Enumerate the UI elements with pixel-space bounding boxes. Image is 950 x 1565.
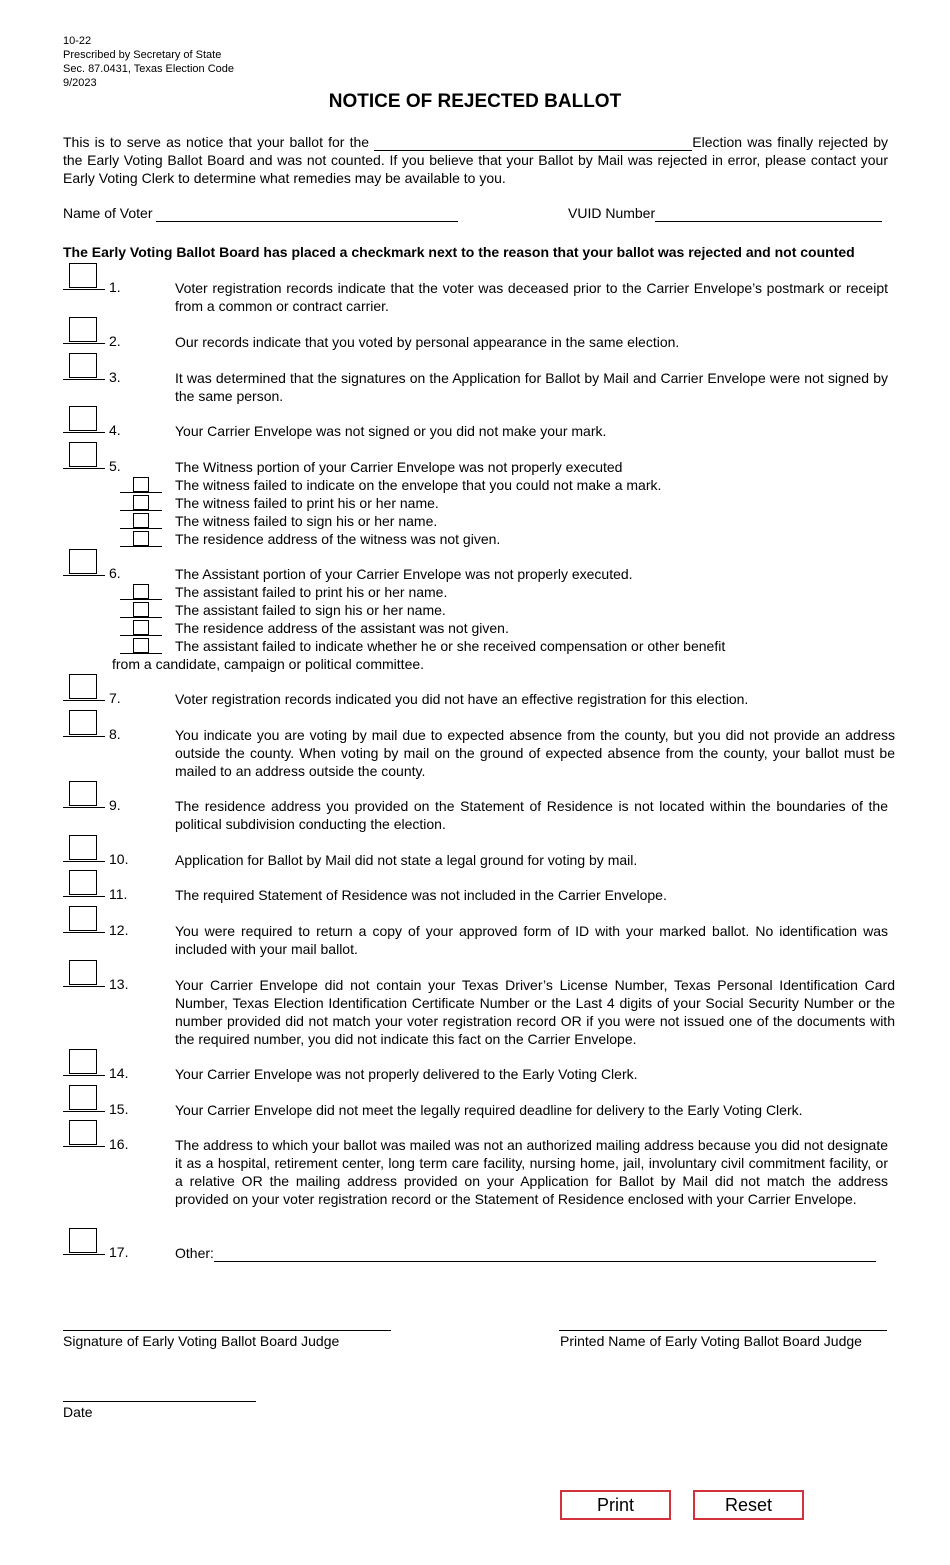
vuid-label: VUID Number (568, 205, 656, 221)
judge-printed-name-line[interactable] (559, 1330, 887, 1331)
code-reference: Sec. 87.0431, Texas Election Code (63, 63, 235, 75)
revision-date: 9/2023 (63, 77, 97, 89)
reason-checkbox-16[interactable] (63, 1120, 105, 1147)
reason-checkbox-8[interactable] (63, 710, 105, 737)
instruction-text: The Early Voting Ballot Board has placed a checkmark next to the reason that your ballot was rejected and not counted (63, 244, 855, 260)
print-button[interactable]: Print (560, 1490, 671, 1520)
reason-text: Your Carrier Envelope was not properly delivered to the Early Voting Clerk. (175, 1066, 638, 1082)
reason-number: 1. (109, 279, 121, 295)
reason-text: Your Carrier Envelope did not meet the legally required deadline for delivery to the Early Voting Clerk. (175, 1102, 803, 1118)
voter-name-field[interactable] (156, 205, 458, 222)
assistant-subcheckbox-2[interactable] (120, 601, 162, 618)
reset-button[interactable]: Reset (693, 1490, 804, 1520)
witness-subitem-text: The witness failed to print his or her name. (175, 495, 439, 511)
reason-text: Voter registration records indicate that the voter was deceased prior to the Carrier Envelope’s postmark or receipt from a common or contract carrier. (175, 280, 888, 314)
reason-number: 7. (109, 690, 121, 706)
witness-subitems (175, 476, 888, 548)
assistant-subitem-4 (63, 637, 776, 655)
reason-text: The address to which your ballot was mailed was not an authorized mailing address because you did not designate it as a hospital, retirement center, long term care facility, nursing home, jail, involuntary civil commitment facility, or a relative OR the mailing address provided on your Application for Ballot by Mail did not match the address provided on your voter registration record or the Statement of Residence enclosed with your Carrier Envelope. (175, 1137, 888, 1207)
reason-checkbox-15[interactable] (63, 1085, 105, 1112)
voter-name-row (63, 205, 458, 222)
reason-checkbox-1[interactable] (63, 263, 105, 290)
reason-number: 4. (109, 422, 121, 438)
voter-name-label: Name of Voter (63, 205, 153, 221)
reason-checkbox-11[interactable] (63, 870, 105, 897)
reason-number: 3. (109, 369, 121, 385)
assistant-subitem-2 (63, 601, 776, 619)
page-title: NOTICE OF REJECTED BALLOT (328, 91, 622, 112)
reason-number: 8. (109, 726, 121, 742)
assistant-subitem-text: The assistant failed to print his or her name. (175, 584, 448, 600)
reason-number: 14. (109, 1065, 129, 1081)
reason-number: 5. (109, 458, 121, 474)
reason-text: The residence address you provided on the Statement of Residence is not located within the boundaries of the political subdivision conducting the election. (175, 798, 888, 832)
witness-subitem-3 (63, 512, 776, 530)
assistant-subcheckbox-3[interactable] (120, 619, 162, 636)
witness-subitem-4 (63, 530, 776, 548)
date-label: Date (63, 1404, 93, 1420)
assistant-subitem-continuation: from a candidate, campaign or political committee. (112, 656, 425, 672)
witness-subcheckbox-4[interactable] (120, 530, 162, 547)
intro-paragraph (63, 133, 888, 187)
reason-text: Application for Ballot by Mail did not state a legal ground for voting by mail. (175, 852, 638, 868)
witness-subcheckbox-1[interactable] (120, 476, 162, 493)
reason-number: 16. (109, 1136, 129, 1152)
reason-checkbox-12[interactable] (63, 906, 105, 933)
witness-subitem-text: The witness failed to indicate on the envelope that you could not make a mark. (175, 477, 662, 493)
reason-checkbox-4[interactable] (63, 406, 105, 433)
intro-text-start: This is to serve as notice that your ballot for the (63, 134, 375, 150)
other-reason-field[interactable] (214, 1245, 876, 1262)
reason-checkbox-14[interactable] (63, 1049, 105, 1076)
reason-text (175, 565, 888, 583)
assistant-subitems (112, 583, 888, 673)
witness-subcheckbox-3[interactable] (120, 512, 162, 529)
reason-number: 10. (109, 851, 129, 867)
other-label: Other: (175, 1245, 214, 1261)
reason-number: 9. (109, 797, 121, 813)
reason-text: Your Carrier Envelope was not signed or you did not make your mark. (175, 423, 607, 439)
reason-number: 6. (109, 565, 121, 581)
assistant-subitem-text: The residence address of the assistant was not given. (175, 620, 509, 636)
assistant-subitem-text: The assistant failed to sign his or her name. (175, 602, 446, 618)
reason-checkbox-9[interactable] (63, 781, 105, 808)
reason-number: 15. (109, 1101, 129, 1117)
reason-number: 2. (109, 333, 121, 349)
assistant-subitem-3 (63, 619, 776, 637)
prescribed-by: Prescribed by Secretary of State (63, 49, 222, 61)
reason-number: 13. (109, 976, 129, 992)
reason-checkbox-2[interactable] (63, 317, 105, 344)
judge-signature-line[interactable] (63, 1330, 391, 1331)
reason-number: 12. (109, 922, 129, 938)
witness-heading: The Witness portion of your Carrier Envelope was not properly executed (175, 459, 623, 475)
reason-text: It was determined that the signatures on the Application for Ballot by Mail and Carrier Envelope were not signed by the same person. (175, 370, 888, 404)
reason-text: Your Carrier Envelope did not contain your Texas Driver’s License Number, Texas Personal Identification Card Number, Texas Election Identification Certificate Number or the Last 4 digits of your Social Security Number or the number provided did not match your voter registration record OR if you were not issued one of the documents with the required number, you did not indicate this fact on the Carrier Envelope. (175, 977, 895, 1047)
intro-text-end: Election was finally rejected by the Early Voting Ballot Board and was not counted. If you believe that your Ballot by Mail was rejected in error, please contact your Early Voting Clerk to determine what remedies may be available to you. (63, 134, 888, 186)
assistant-heading: The Assistant portion of your Carrier Envelope was not properly executed. (175, 566, 633, 582)
reason-text: Our records indicate that you voted by personal appearance in the same election. (175, 334, 680, 350)
reason-text (175, 458, 888, 476)
reason-checkbox-5[interactable] (63, 442, 105, 469)
vuid-row (568, 205, 882, 222)
judge-signature-label: Signature of Early Voting Ballot Board Judge (63, 1333, 340, 1349)
election-name-field[interactable] (374, 134, 692, 151)
judge-printed-name-label: Printed Name of Early Voting Ballot Board Judge (560, 1333, 862, 1349)
assistant-subitem-1 (63, 583, 776, 601)
witness-subitem-2 (63, 494, 776, 512)
reason-text: The required Statement of Residence was not included in the Carrier Envelope. (175, 887, 667, 903)
reason-text: You were required to return a copy of your approved form of ID with your marked ballot. No identification was included with your mail ballot. (175, 923, 888, 957)
reason-checkbox-13[interactable] (63, 960, 105, 987)
reason-checkbox-6[interactable] (63, 549, 105, 576)
witness-subitem-1 (63, 476, 776, 494)
reason-text (175, 1244, 888, 1262)
date-line[interactable] (63, 1401, 256, 1402)
reason-number: 17. (109, 1244, 129, 1260)
vuid-field[interactable] (655, 205, 882, 222)
reason-checkbox-10[interactable] (63, 835, 105, 862)
witness-subcheckbox-2[interactable] (120, 494, 162, 511)
reason-checkbox-7[interactable] (63, 674, 105, 701)
assistant-subcheckbox-4[interactable] (120, 637, 162, 654)
witness-subitem-text: The witness failed to sign his or her name. (175, 513, 438, 529)
reason-text: You indicate you are voting by mail due to expected absence from the county, but you did not provide an address outside the county. When voting by mail on the ground of expected absence from the county, your ballot must be mailed to an address outside the county. (175, 727, 895, 779)
assistant-subitem-text: The assistant failed to indicate whether he or she received compensation or other benefit (175, 638, 726, 654)
reason-checkbox-17[interactable] (63, 1228, 105, 1255)
witness-subitem-text: The residence address of the witness was not given. (175, 531, 501, 547)
reason-checkbox-3[interactable] (63, 353, 105, 380)
assistant-subcheckbox-1[interactable] (120, 583, 162, 600)
reason-number: 11. (109, 886, 128, 902)
form-header (63, 34, 234, 90)
form-number: 10-22 (63, 35, 92, 47)
reason-text: Voter registration records indicated you did not have an effective registration for this election. (175, 691, 749, 707)
